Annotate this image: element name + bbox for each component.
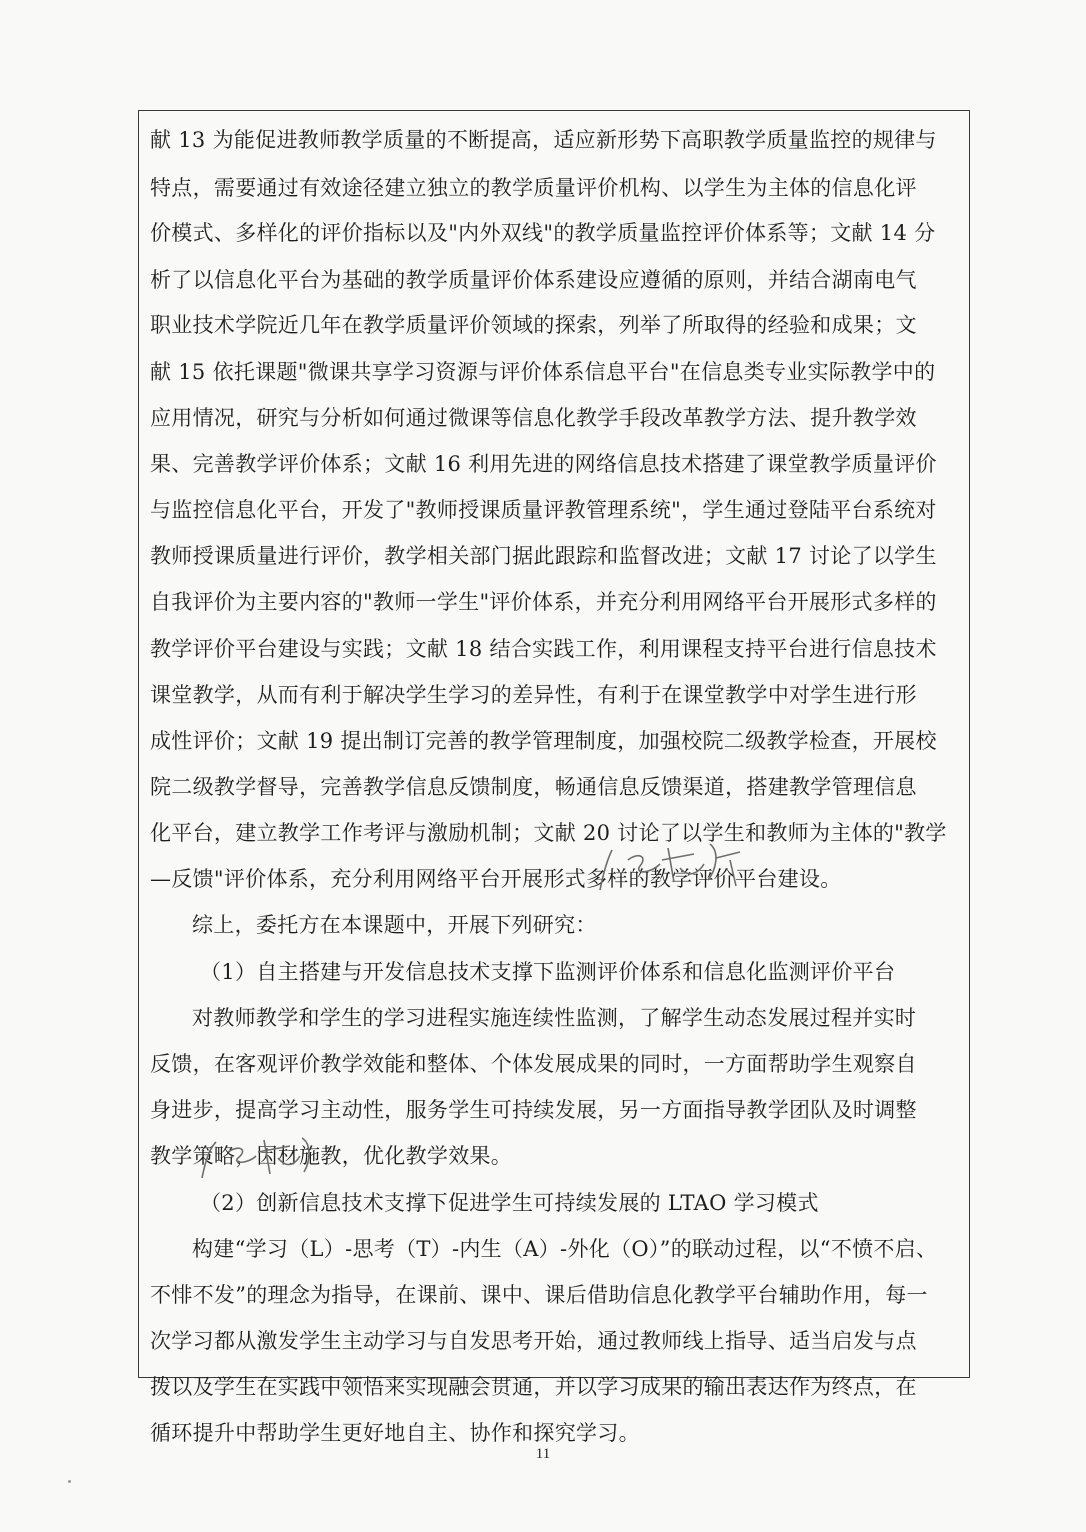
- text-line: 应用情况，研究与分析如何通过微课等信息化教学手段改革教学方法、提升教学效: [150, 406, 917, 430]
- text-line: 职业技术学院近几年在教学质量评价领域的探索，列举了所取得的经验和成果；文: [150, 313, 917, 337]
- text-line: 教学评价平台建设与实践；文献 18 结合实践工作，利用课程支持平台进行信息技术: [150, 637, 937, 661]
- text-line: 献 15 依托课题"微课共享学习资源与评价体系信息平台"在信息类专业实际教学中的: [150, 360, 936, 384]
- text-line: 不悱不发”的理念为指导，在课前、课中、课后借助信息化教学平台辅助作用，每一: [150, 1283, 928, 1307]
- text-line: 特点，需要通过有效途径建立独立的教学质量评价机构、以学生为主体的信息化评: [150, 176, 917, 200]
- text-line: —反馈"评价体系，充分利用网络平台开展形式多样的教学评价平台建设。: [150, 867, 842, 891]
- text-line: 院二级教学督导，完善教学信息反馈制度，畅通信息反馈渠道，搭建教学管理信息: [150, 775, 917, 799]
- page-number: 11: [535, 1446, 551, 1462]
- text-line: 教师授课质量进行评价，教学相关部门据此跟踪和监督改进；文献 17 讨论了以学生: [150, 544, 937, 568]
- text-line: 价模式、多样化的评价指标以及"内外双线"的教学质量监控评价体系等；文献 14 分: [150, 221, 936, 245]
- text-line: 析了以信息化平台为基础的教学质量评价体系建设应遵循的原则，并结合湖南电气: [150, 268, 917, 292]
- text-line: 与监控信息化平台，开发了"教师授课质量评教管理系统"，学生通过登陆平台系统对: [150, 498, 937, 522]
- text-line: 献 13 为能促进教师教学质量的不断提高，适应新形势下高职教学质量监控的规律与: [150, 128, 937, 152]
- text-line: 次学习都从激发学生主动学习与自发思考开始，通过教师线上指导、适当启发与点: [150, 1329, 917, 1353]
- text-line: 循环提升中帮助学生更好地自主、协作和探究学习。: [150, 1421, 640, 1445]
- text-line: 构建“学习（L）-思考（T）-内生（A）-外化（O）”的联动过程，以“不愤不启、: [192, 1237, 938, 1261]
- section-heading: （2）创新信息技术支撑下促进学生可持续发展的 LTAO 学习模式: [200, 1191, 819, 1215]
- text-line: 身进步，提高学习主动性，服务学生可持续发展，另一方面指导教学团队及时调整: [150, 1098, 917, 1122]
- text-line: 课堂教学，从而有利于解决学生学习的差异性，有利于在课堂教学中对学生进行形: [150, 683, 917, 707]
- text-line: 对教师教学和学生的学习进程实施连续性监测，了解学生动态发展过程并实时: [192, 1006, 917, 1030]
- text-line: 教学策略，因材施教，优化教学效果。: [150, 1144, 513, 1168]
- text-line: 反馈，在客观评价教学效能和整体、个体发展成果的同时，一方面帮助学生观察自: [150, 1052, 917, 1076]
- text-line: 化平台，建立教学工作考评与激励机制；文献 20 讨论了以学生和教师为主体的"教学: [150, 821, 947, 845]
- text-line: 果、完善教学评价体系；文献 16 利用先进的网络信息技术搭建了课堂教学质量评价: [150, 452, 937, 476]
- text-line: 成性评价；文献 19 提出制订完善的教学管理制度，加强校院二级教学检查，开展校: [150, 729, 937, 753]
- text-line: 自我评价为主要内容的"教师一学生"评价体系，并充分利用网络平台开展形式多样的: [150, 590, 937, 614]
- text-line: 综上，委托方在本课题中，开展下列研究：: [192, 913, 597, 937]
- scan-speck: [68, 1480, 71, 1483]
- text-line: 拨以及学生在实践中领悟来实现融会贯通，并以学习成果的输出表达作为终点，在: [150, 1375, 917, 1399]
- section-heading: （1）自主搭建与开发信息技术支撑下监测评价体系和信息化监测评价平台: [200, 960, 896, 984]
